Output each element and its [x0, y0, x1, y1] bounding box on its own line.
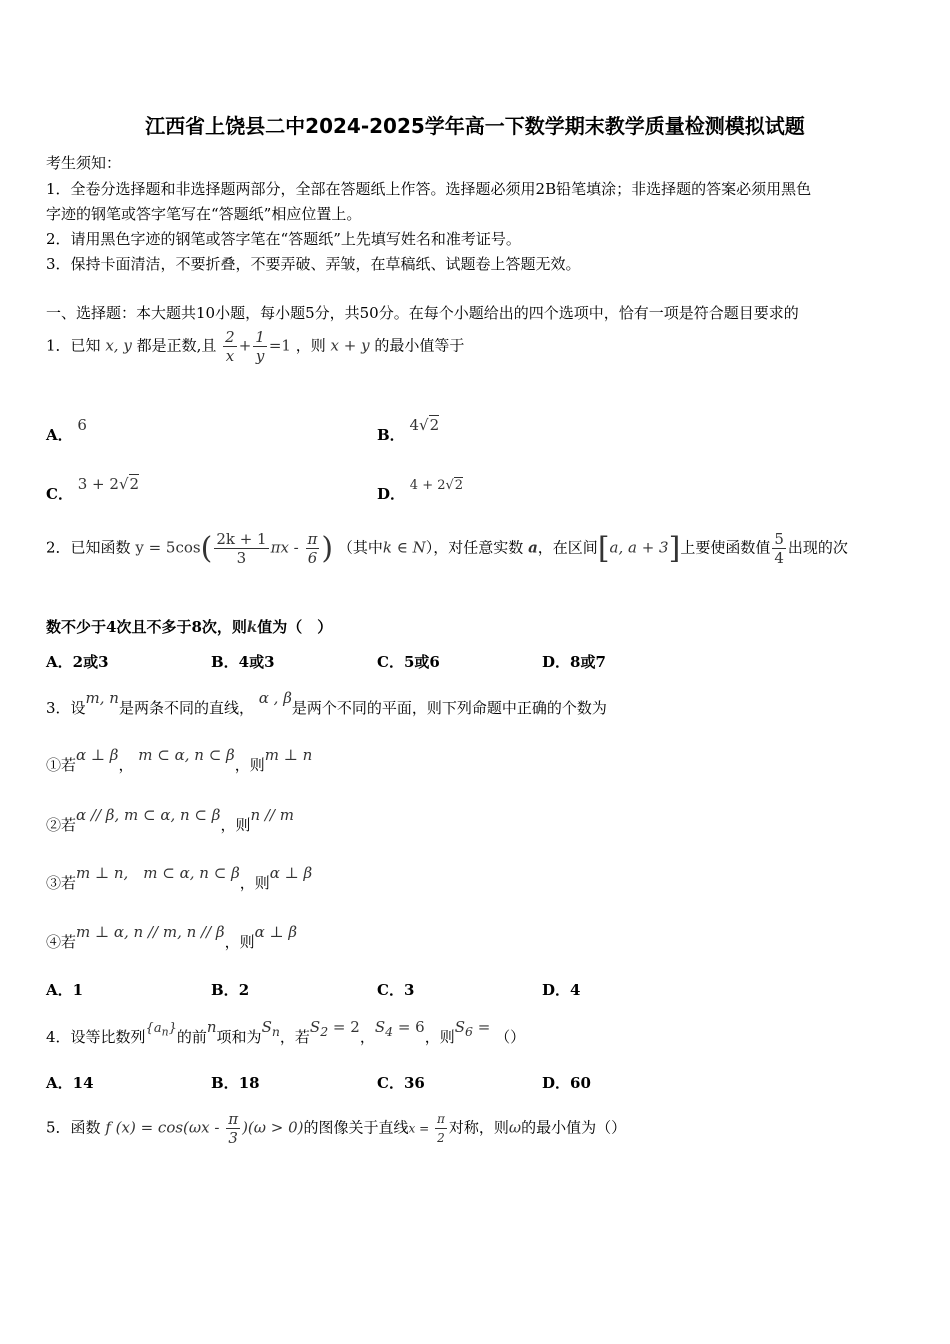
q2-option-c[interactable]: C．5或6: [377, 653, 440, 671]
question-4: 4．设等比数列$\{a_n\}$的前n项和为$S_n$，若$S_2 = 2$，$S_4 = 6$，则$S_6$ = （）: [46, 1018, 526, 1046]
q3-option-c[interactable]: C．3: [377, 981, 415, 999]
q3-option-a[interactable]: A．1: [46, 981, 84, 999]
q1-option-b[interactable]: B． 4√2: [377, 416, 440, 444]
q3-statement-3: ③若m ⊥ n, m ⊂ α, n ⊂ β，则α ⊥ β: [46, 864, 313, 892]
notice-item-3: 3．保持卡面清洁，不要折叠，不要弄破、弄皱，在草稿纸、试题卷上答题无效。: [46, 255, 581, 273]
page-title: 江西省上饶县二中2024-2025学年高一下数学期末教学质量检测模拟试题: [145, 114, 805, 138]
q4-option-b[interactable]: B．18: [211, 1074, 260, 1092]
section-heading: 一、选择题：本大题共10小题，每小题5分，共50分。在每个小题给出的四个选项中，恰有一项是符合题目要求的: [46, 304, 799, 322]
q2-option-a[interactable]: A．2或3: [46, 653, 109, 671]
q4-option-d[interactable]: D．60: [542, 1074, 591, 1092]
q3-statement-4: ④若m ⊥ α, n // m, n // β，则α ⊥ β: [46, 923, 298, 951]
q4-option-a[interactable]: A．14: [46, 1074, 94, 1092]
q1-option-c[interactable]: C． 3 + 2√2: [46, 475, 140, 503]
question-1: 1．已知 x, y 都是正数,且 $\frac{2}{x}$ + $\frac{1}{y}$ =1 ，则 x + y 的最小值等于: [46, 328, 465, 365]
q3-statement-2: ②若α // β, m ⊂ α, n ⊂ β，则n // m: [46, 806, 294, 834]
notice-item-1-cont: 字迹的钢笔或答字笔写在“答题纸”相应位置上。: [46, 205, 362, 223]
question-5: 5．函数 f (x) = cos(ωx - $\frac{\pi}{3}$ )(ω > 0)的图像关于直线x = $\frac{\pi}{2}$ 对称，则ω的最小值为（）: [46, 1110, 627, 1147]
q1-option-a[interactable]: A． 6: [46, 416, 87, 444]
notice-item-2: 2．请用黑色字迹的钢笔或答字笔在“答题纸”上先填写姓名和准考证号。: [46, 230, 521, 248]
q4-option-c[interactable]: C．36: [377, 1074, 425, 1092]
question-2-cont: 数不少于4次且不多于8次，则k值为（ ）: [46, 618, 333, 636]
q3-option-d[interactable]: D．4: [542, 981, 581, 999]
notice-item-1: 1．全卷分选择题和非选择题两部分，全部在答题纸上作答。选择题必须用2B铅笔填涂；非选择题的答案必须用黑色: [46, 180, 812, 198]
notice-heading: 考生须知：: [46, 154, 122, 172]
q3-statement-1: ①若α ⊥ β， m ⊂ α, n ⊂ β，则m ⊥ n: [46, 746, 313, 774]
question-3: 3．设m, n是两条不同的直线， α , β是两个不同的平面，则下列命题中正确的个数为: [46, 689, 607, 717]
q1-option-d[interactable]: D． 4 + 2√2: [377, 478, 464, 503]
question-2: 2．已知函数 y = 5cos( $\frac{2k + 1}{3}$ πx - $\frac{\pi}{6}$ ) （其中k ∈ N），对任意实数 a，在区间[a, a + 3]上要使函数值 $\frac{5}{4}$ 出现的次: [46, 530, 848, 567]
q2-option-b[interactable]: B．4或3: [211, 653, 275, 671]
q3-option-b[interactable]: B．2: [211, 981, 250, 999]
q2-option-d[interactable]: D．8或7: [542, 653, 606, 671]
